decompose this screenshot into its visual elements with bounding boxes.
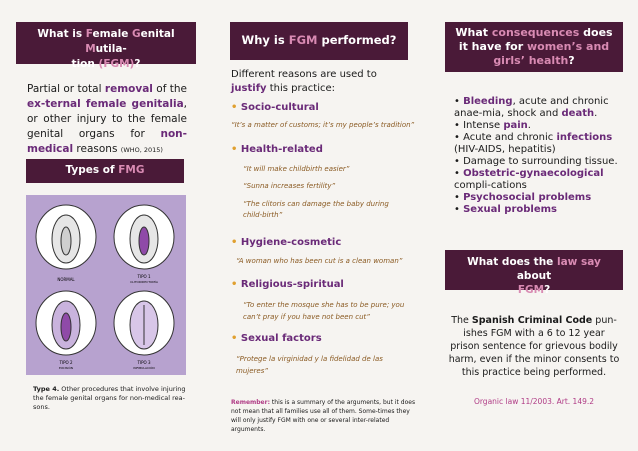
- why-fgm-header: Why is FGM performed?: [230, 22, 408, 60]
- title-text: emale: [92, 28, 133, 40]
- bullet-icon: •: [231, 237, 241, 248]
- reason-socio-cultural: • Socio-cultural “It’s a matter of customs; it’s my people’s tradition”: [231, 102, 415, 129]
- bullet-icon: •: [231, 279, 241, 290]
- label-normal: NORMAL: [57, 277, 75, 282]
- types-fmg-header: Types of FMG: [26, 159, 184, 183]
- quote: “Protege la virginidad y la fidelidad de las mujeres”: [236, 355, 383, 375]
- bullet-icon: •: [231, 102, 241, 113]
- law-header: What does the law say about FGM?: [445, 250, 623, 290]
- reason-hygiene-cosmetic: • Hygiene-cosmetic “A woman who has been cut is a clean woman”: [231, 237, 416, 265]
- label-tipo-2-sub: EXCISIÓN: [58, 366, 74, 370]
- list-item: • Bleeding, acute and chronic anae-mia, shock and death.: [454, 96, 609, 119]
- panel-what-is-fgm: [0, 0, 212, 451]
- label-tipo-1: TIPO 1: [137, 274, 151, 279]
- quote: “The clitoris can damage the baby during child-birth”: [243, 200, 389, 219]
- title-text: enital: [140, 28, 175, 40]
- type-4-caption: Type 4. Other procedures that involve injuring the female genital organs for non-medical rea-sons.: [33, 385, 186, 411]
- bullet-icon: •: [231, 144, 241, 155]
- law-reference: Organic law 11/2003. Art. 149.2: [473, 397, 595, 406]
- quote: “To enter the mosque she has to be pure; you can’t pray if you have not been cut”: [243, 301, 405, 321]
- law-text: The Spanish Criminal Code pun-ishes FGM with a 6 to 12 year prison sentence for grievous bodily harm, even if the minor consents to this practice being performed.: [448, 315, 620, 378]
- title-text: What is: [37, 28, 86, 40]
- anatomy-diagram: [26, 195, 186, 375]
- label-tipo-1-sub: CLITORIDECTOMÍA: [130, 280, 158, 284]
- figure-normal: [36, 205, 96, 269]
- title-fgm: (FGM): [98, 58, 135, 70]
- title-letter-f: F: [85, 28, 93, 40]
- title-qmark: ?: [134, 58, 141, 70]
- remember-note: Remember: this is a summary of the arguments, but it does not mean that all families use all of them. Some-times they will only justify FGM with one or several inter-related arguments.: [231, 399, 416, 433]
- title-letter-g: G: [132, 28, 141, 40]
- why-intro: Different reasons are used to justify this practice:: [231, 69, 377, 94]
- fgm-types-illustration: [26, 195, 186, 375]
- panel-why-fgm: [212, 0, 424, 451]
- what-is-fgm-header: [16, 22, 196, 70]
- label-tipo-2: TIPO 2: [59, 360, 73, 365]
- reason-sexual-factors: • Sexual factors “Protege la virginidad y la fidelidad de las mujeres”: [231, 333, 416, 377]
- label-tipo-3-sub: INFIBULACIÓN: [133, 366, 155, 370]
- reason-religious-spiritual: • Religious-spiritual “To enter the mosque she has to be pure; you can’t pray if you have not been cut”: [231, 279, 416, 323]
- panel-consequences: [424, 0, 638, 451]
- list-item: • Psychosocial problems: [454, 192, 592, 203]
- quote: “It will make childbirth easier”: [243, 165, 350, 173]
- list-item: • Obstetric-gynaecological compli-cations: [454, 168, 604, 191]
- title-text: utila-: [95, 43, 127, 55]
- title-letter-m: M: [85, 43, 96, 55]
- title-text: tion: [71, 58, 99, 70]
- consequences-header: What consequences does it have for women’s and girls’ health?: [445, 22, 623, 72]
- quote: “It’s a matter of customs; it’s my people’s tradition”: [231, 121, 415, 129]
- quote: “A woman who has been cut is a clean woman”: [236, 257, 403, 265]
- list-item: • Damage to surrounding tissue.: [454, 156, 618, 167]
- figure-type-3: [114, 291, 174, 355]
- reason-health-related: • Health-related “It will make childbirth easier” “Sunna increases fertility” “The clitoris can damage the baby during child-birth”: [231, 144, 416, 221]
- list-item: • Intense pain.: [454, 120, 531, 131]
- list-item: • Acute and chronic infections (HIV-AIDS, hepatitis): [454, 132, 613, 155]
- bullet-icon: •: [231, 333, 241, 344]
- quote: “Sunna increases fertility”: [243, 182, 336, 190]
- figure-type-1: [114, 205, 174, 269]
- fgm-definition: Partial or total removal of the ex-ternal female genitalia, or other injury to the female genital organs for non-medical reasons (WHO, 2015): [27, 83, 188, 155]
- label-tipo-3: TIPO 3: [137, 360, 151, 365]
- figure-type-2: [36, 291, 96, 355]
- list-item: • Sexual problems: [454, 204, 557, 215]
- consequences-list: [454, 96, 629, 216]
